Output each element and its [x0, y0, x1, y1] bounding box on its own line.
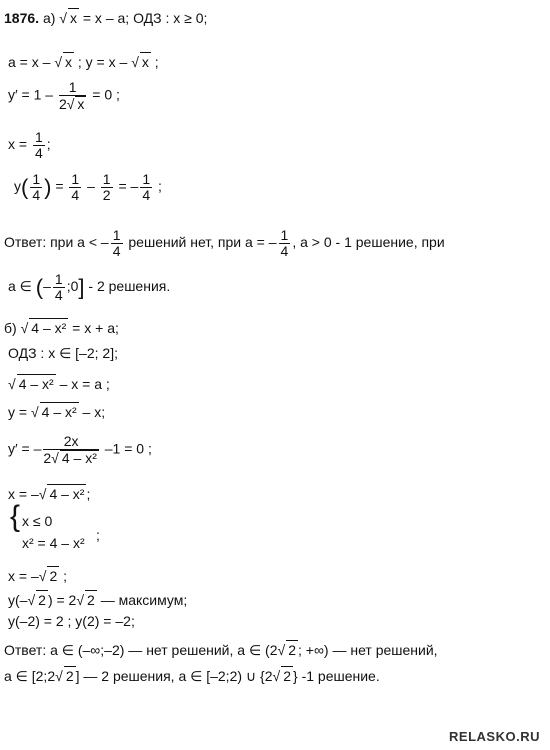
part-b-x2: x = –√ 2 ; — [8, 568, 68, 584]
part-b-vals: y(–2) = 2 ; y(2) = –2; — [8, 613, 135, 629]
numerator: 1 — [112, 227, 121, 243]
fraction — [111, 228, 123, 259]
part-b-line-4: y = √ 4 – x² – x; — [8, 404, 106, 420]
sqrt-4-x2: 4 – x² — [18, 376, 54, 392]
problem-number: 1876. — [4, 10, 40, 26]
denominator: 2√ 4 – x² — [43, 450, 97, 466]
denominator: 2 — [102, 187, 111, 203]
fraction — [33, 130, 45, 161]
denominator: 2√ x — [58, 96, 85, 112]
line-3 — [8, 80, 120, 112]
paren-close: ) — [44, 174, 52, 200]
eq-minus: = – — [114, 178, 139, 195]
numerator: 1 — [102, 171, 111, 187]
fraction — [43, 434, 99, 466]
sqrt-2: 2 — [283, 668, 291, 684]
b-x-eq-tail: ; — [86, 486, 91, 502]
denominator: 4 — [280, 243, 289, 259]
part-b-x: x = –√ 4 – x² ; — [8, 486, 91, 502]
b-deriv-tail: –1 = 0 ; — [100, 440, 152, 457]
answer-a-4b: ;0 — [66, 278, 79, 295]
fraction — [101, 172, 113, 203]
line2-end: ; — [150, 54, 159, 70]
answer-a-1: Ответ: при a < – — [4, 234, 109, 251]
sqrt-4-x2: 4 – x² — [41, 404, 77, 420]
x-eq: x = — [8, 136, 31, 153]
sys-tail: ; — [96, 527, 100, 543]
eq: = — [51, 178, 68, 195]
sqrt-x: x — [77, 96, 85, 112]
b-x-eq: x = – — [8, 486, 39, 502]
ans-b-1: Ответ: a ∈ (–∞;–2) — нет решений, a ∈ (2 — [4, 642, 278, 658]
fraction — [30, 172, 42, 203]
sqrt-x: x — [65, 54, 72, 70]
line2-start: a = x – — [8, 54, 55, 70]
paren-open: ( — [21, 174, 29, 200]
fraction — [140, 172, 152, 203]
part-b-tail: = x + a; — [68, 320, 119, 336]
denominator: 4 — [112, 243, 121, 259]
part-b-label: б) — [4, 320, 17, 336]
numerator: 2x — [43, 434, 99, 450]
b-max-tail: — максимум; — [96, 592, 188, 608]
answer-a-4c: - 2 решения. — [84, 278, 171, 295]
sys-line-2: x² = 4 – x² — [22, 535, 85, 551]
sqrt-x: x — [69, 10, 77, 26]
line-4 — [8, 130, 51, 161]
b-max-mid: ) = 2 — [47, 592, 77, 608]
brace: { — [10, 500, 21, 533]
part-a-label: а) — [42, 10, 56, 26]
answer-b-line-2: a ∈ [2;2√ 2 ] — 2 решения, a ∈ [–2;2) ∪ {2√ 2 } -1 решение. — [4, 668, 380, 684]
denominator: 4 — [34, 145, 43, 161]
denominator: 4 — [54, 287, 63, 303]
bracket-close: ] — [78, 274, 85, 300]
part-b-line-1: б) √ 4 – x² = x + a; — [4, 320, 119, 336]
sqrt-x: x — [141, 54, 149, 70]
fraction — [279, 228, 291, 259]
ans-b-2b: ] — 2 решения, a ∈ [–2;2) ∪ {2 — [75, 668, 273, 684]
b-line4-tail: – x; — [78, 404, 106, 420]
sqrt-4-x2: 4 – x² — [61, 450, 97, 466]
denominator: 4 — [142, 187, 151, 203]
line-5 — [14, 172, 162, 203]
sys-line-1: x ≤ 0 — [22, 513, 53, 529]
b-line4: y = — [8, 404, 31, 420]
x-eq-end: ; — [46, 136, 51, 153]
b-max-pre: y(– — [8, 592, 28, 608]
numerator: 1 — [34, 129, 43, 145]
fraction — [69, 172, 81, 203]
deriv-prefix: y′ = 1 – — [8, 86, 57, 103]
denominator: 4 — [32, 187, 41, 203]
den-two: 2 — [43, 450, 52, 466]
numerator: 1 — [71, 171, 80, 187]
b-x2-tail: ; — [59, 568, 68, 584]
part-a-eq-tail: = x – a; — [82, 10, 130, 26]
numerator: 1 — [54, 271, 63, 287]
answer-a-3: , a > 0 - 1 решение, при — [292, 234, 445, 251]
b-x2: x = – — [8, 568, 39, 584]
answer-a-line-2: a ∈ (– $\frac{1}{4}$ ;0] - 2 решения. — [8, 271, 171, 303]
sqrt-4-x2: 4 – x² — [31, 320, 67, 336]
part-b-line-3: √ 4 – x² – x = a ; — [8, 376, 110, 392]
numerator: 1 — [142, 171, 151, 187]
y-label: y — [14, 178, 21, 195]
b-deriv-prefix: y′ = – — [8, 440, 42, 457]
odz-a: ОДЗ : x ≥ 0; — [133, 10, 208, 26]
ans-b-2a: a ∈ [2;2 — [4, 668, 56, 684]
paren-open: ( — [35, 274, 44, 300]
numerator: 1 — [32, 171, 41, 187]
fraction — [59, 80, 86, 112]
answer-a-line-1 — [4, 228, 445, 259]
numerator: 1 — [280, 227, 289, 243]
part-b-deriv — [8, 434, 152, 466]
sqrt-2: 2 — [65, 668, 74, 684]
part-b-max: y(–√ 2 ) = 2√ 2 — максимум; — [8, 592, 188, 608]
answer-a-2: решений нет, при a = – — [124, 234, 277, 251]
ans-b-2c: } -1 решение. — [293, 668, 380, 684]
sqrt-2: 2 — [288, 642, 296, 658]
semicolon: ; — [154, 178, 162, 195]
answer-b-line-1: Ответ: a ∈ (–∞;–2) — нет решений, a ∈ (2√ 2 ; +∞) — нет решений, — [4, 642, 438, 658]
numerator: 1 — [59, 80, 86, 96]
minus: – — [83, 178, 99, 195]
sqrt-4-x2: 4 – x² — [49, 486, 85, 502]
sqrt-2: 2 — [49, 568, 58, 584]
deriv-suffix: = 0 ; — [88, 86, 120, 103]
denominator: 4 — [71, 187, 80, 203]
line-1: 1876. а) √ x = x – a; ОДЗ : x ≥ 0; — [4, 10, 208, 26]
fraction — [53, 272, 65, 303]
line-2: a = x – √ x ; y = x – √ x ; — [8, 54, 159, 70]
watermark: RELASKO.RU — [449, 729, 540, 744]
sqrt-2: 2 — [87, 592, 95, 608]
b-line3-tail: – x = a ; — [55, 376, 110, 392]
ans-b-1b: ; +∞) — нет решений, — [297, 642, 438, 658]
line2-mid: ; y = x – — [74, 54, 132, 70]
den-two: 2 — [58, 96, 67, 112]
odz-b: ОДЗ : x ∈ [–2; 2]; — [8, 345, 118, 361]
sqrt-2: 2 — [38, 592, 46, 608]
answer-a-4a: a ∈ — [8, 278, 36, 295]
